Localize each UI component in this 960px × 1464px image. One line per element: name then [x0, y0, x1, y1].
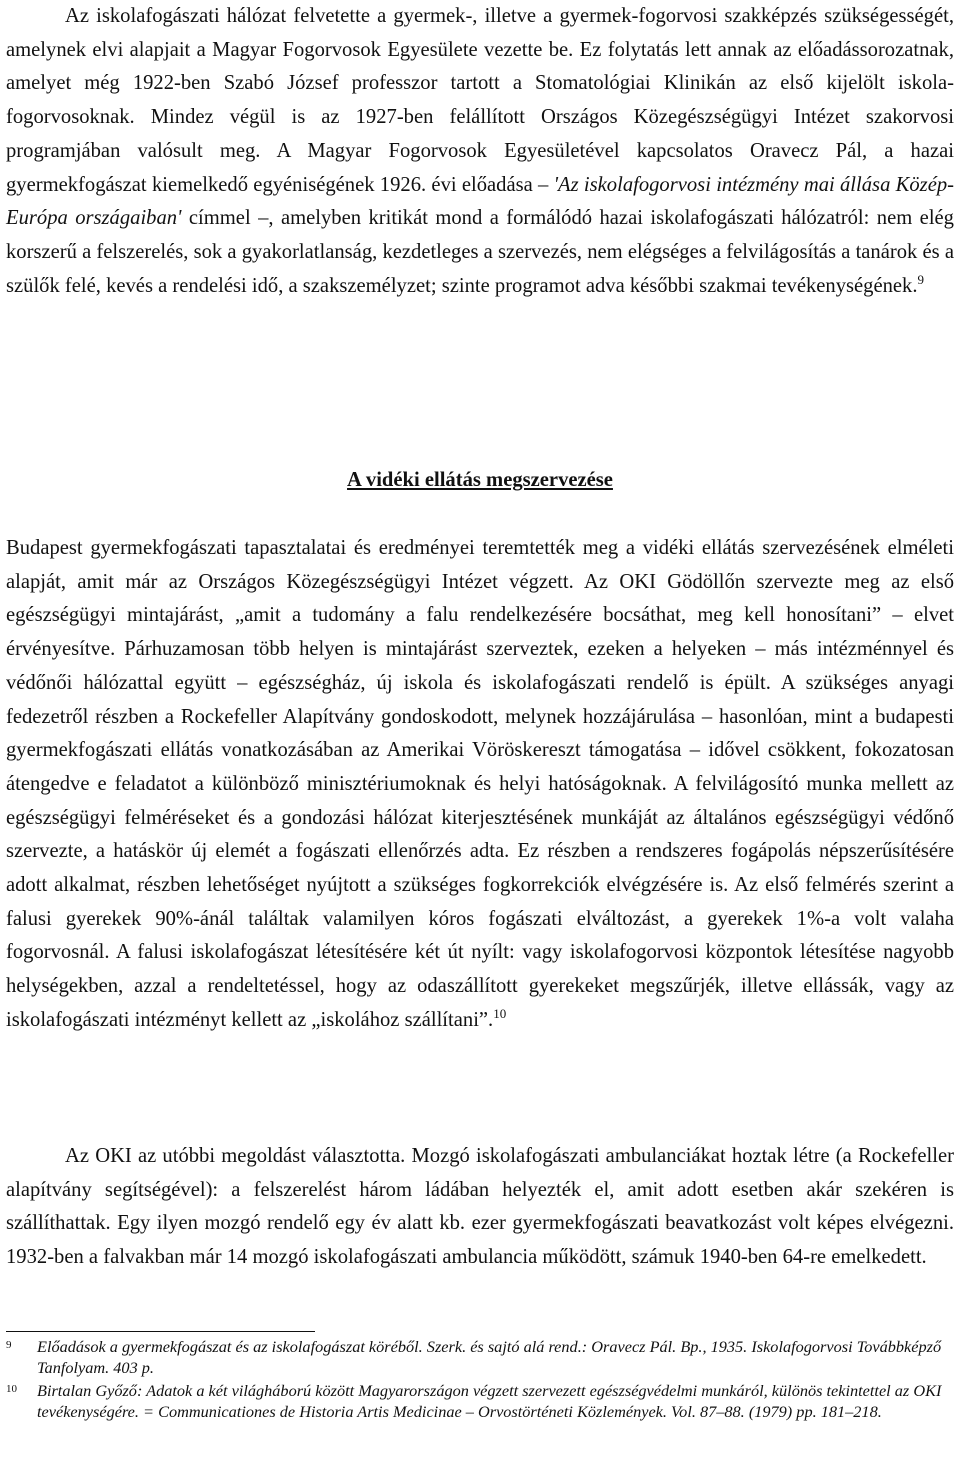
footnote-ref-9[interactable]: 9 [917, 271, 924, 287]
footnote-10-number: 10 [6, 1382, 17, 1395]
footnote-10-text: Adatok a két világháború között Magyarországon végzett szervezett egészségvédelmi munkáról, különös tekintettel az OKI tevékenységére. = Communicationes de Historia Artis Medicinae – Orvostörténeti Közlemények. Vol. 87–88. (1979) pp. 181–218. [37, 1380, 942, 1422]
footnote-separator [6, 1331, 315, 1332]
paragraph-2-text: Budapest gyermekfogászati tapasztalatai és eredményei teremtették meg a vidéki ellátás szervezésének elméleti alapját, amit már az Országos Közegészségügyi Intézet végzett. Az OKI Gödöllőn szervezte meg az első egészségügyi mintajárást, „amit a tudomány a falu rendelkezésére bocsáthat, meg kell honosítani” – elvet érvényesítve. Párhuzamosan több helyen is mintajárást szerveztek, ezeken a helyeken – más intézménnyel és védőnői hálózattal együtt – egészségház, új iskola és iskolafogászati rendelő is épült. A szükséges anyagi fedezetről részben a Rockefeller Alapítvány gondoskodott, melynek hozzájárulása – hasonlóan, mint a budapesti gyermekfogászati ellátás vonatkozásában az Amerikai Vöröskereszt támogatása – idővel csökkent, fokozatosan átengedve e feladatot a különböző minisztériumoknak és helyi hatóságoknak. A felvilágosító munka mellett az egészségügyi felméréseket és a gondozási hálózat kiterjesztésének munkáját az általános egészségügyi védőnő szervezte, a hatáskör új elemét a fogászati ellenőrzés adta. Ez részben a rendszeres fogápolás népszerűsítésére adott alkalmat, részben lehetőséget nyújtott a szükséges fogkorrekciók elvégzésére is. Az első felmérés szerint a falusi gyerekek 90%-ánál találtak valamilyen kóros fogászati elváltozást, a gyerekek 1%-a volt valaha fogorvosnál. A falusi iskolafogászat létesítésére két út nyílt: vagy iskolafogorvosi központok létesítése nagyobb helységekben, azzal a rendeltetéssel, hogy az odaszállított gyerekeket megszűrjék, illetve ellássák, vagy az iskolafogászati intézményt kellett az „iskolához szállítani”. [6, 537, 954, 1031]
lecture-title: 'Az iskolafogorvosi intézmény mai állása Közép-Európa országaiban' [6, 173, 954, 230]
footnote-10-author: Birtalan Győző: [37, 1380, 147, 1400]
section-heading: A vidéki ellátás megszervezése [347, 469, 613, 491]
paragraph-1 [6, 0, 954, 303]
footnote-10 [6, 1380, 954, 1423]
paragraph-1-text-b: címmel –, amelyben kritikát mond a formálódó hazai iskolafogászati hálózatról: nem elég korszerű a felszerelés, sok a gyakorlatlanság, kezdetleges a szervezés, nem elégséges a felvilágosítás a tanárok és a szülők felé, kevés a rendelési idő, a szakszemélyzet; szinte programot adva későbbi szakmai tevékenységének. [6, 207, 954, 297]
footnote-9 [6, 1336, 954, 1379]
footnote-9-number: 9 [6, 1339, 12, 1351]
footnote-9-text: Előadások a gyermekfogászat és az iskolafogászat köréből. Szerk. és sajtó alá rend.: Oravecz Pál. Bp., 1935. Iskolafogorvosi Továbbképző Tanfolyam. 403 p. [37, 1337, 942, 1378]
footnotes [6, 1336, 954, 1424]
paragraph-3: Az OKI az utóbbi megoldást választotta. Mozgó iskolafogászati ambulanciákat hoztak létre (a Rockefeller alapítvány segítségével): a felszerelést három ládában helyezték el, amit adott esetben akár szekéren is szállíthattak. Egy ilyen mozgó rendelő egy év alatt kb. ezer gyermekfogászati beavatkozást volt képes elvégezni. 1932-ben a falvakban már 14 mozgó iskolafogászati ambulancia működött, számuk 1940-ben 64-re emelkedett. [6, 1145, 954, 1269]
paragraph-1-text-a: Az iskolafogászati hálózat felvetette a gyermek-, illetve a gyermek-fogorvosi szakképzés szükségességét, amelynek elvi alapjait a Magyar Fogorvosok Egyesülete vezette be. Ez folytatás lett annak az előadássorozatnak, amelyet még 1922-ben Szabó József professzor tartott a Stomatológiai Klinikán az első kijelölt iskola-fogorvosoknak. Mindez végül is az 1927-ben felállított Országos Közegészségügyi Intézet szakorvosi programjában valósult meg. A Magyar Fogorvosok Egyesületével kapcsolatos Oravecz Pál, a hazai gyermekfogászat kiemelkedő egyéniségének 1926. évi előadása – [6, 5, 954, 196]
paragraph-2 [6, 532, 954, 1038]
footnote-ref-10[interactable]: 10 [493, 1005, 507, 1021]
